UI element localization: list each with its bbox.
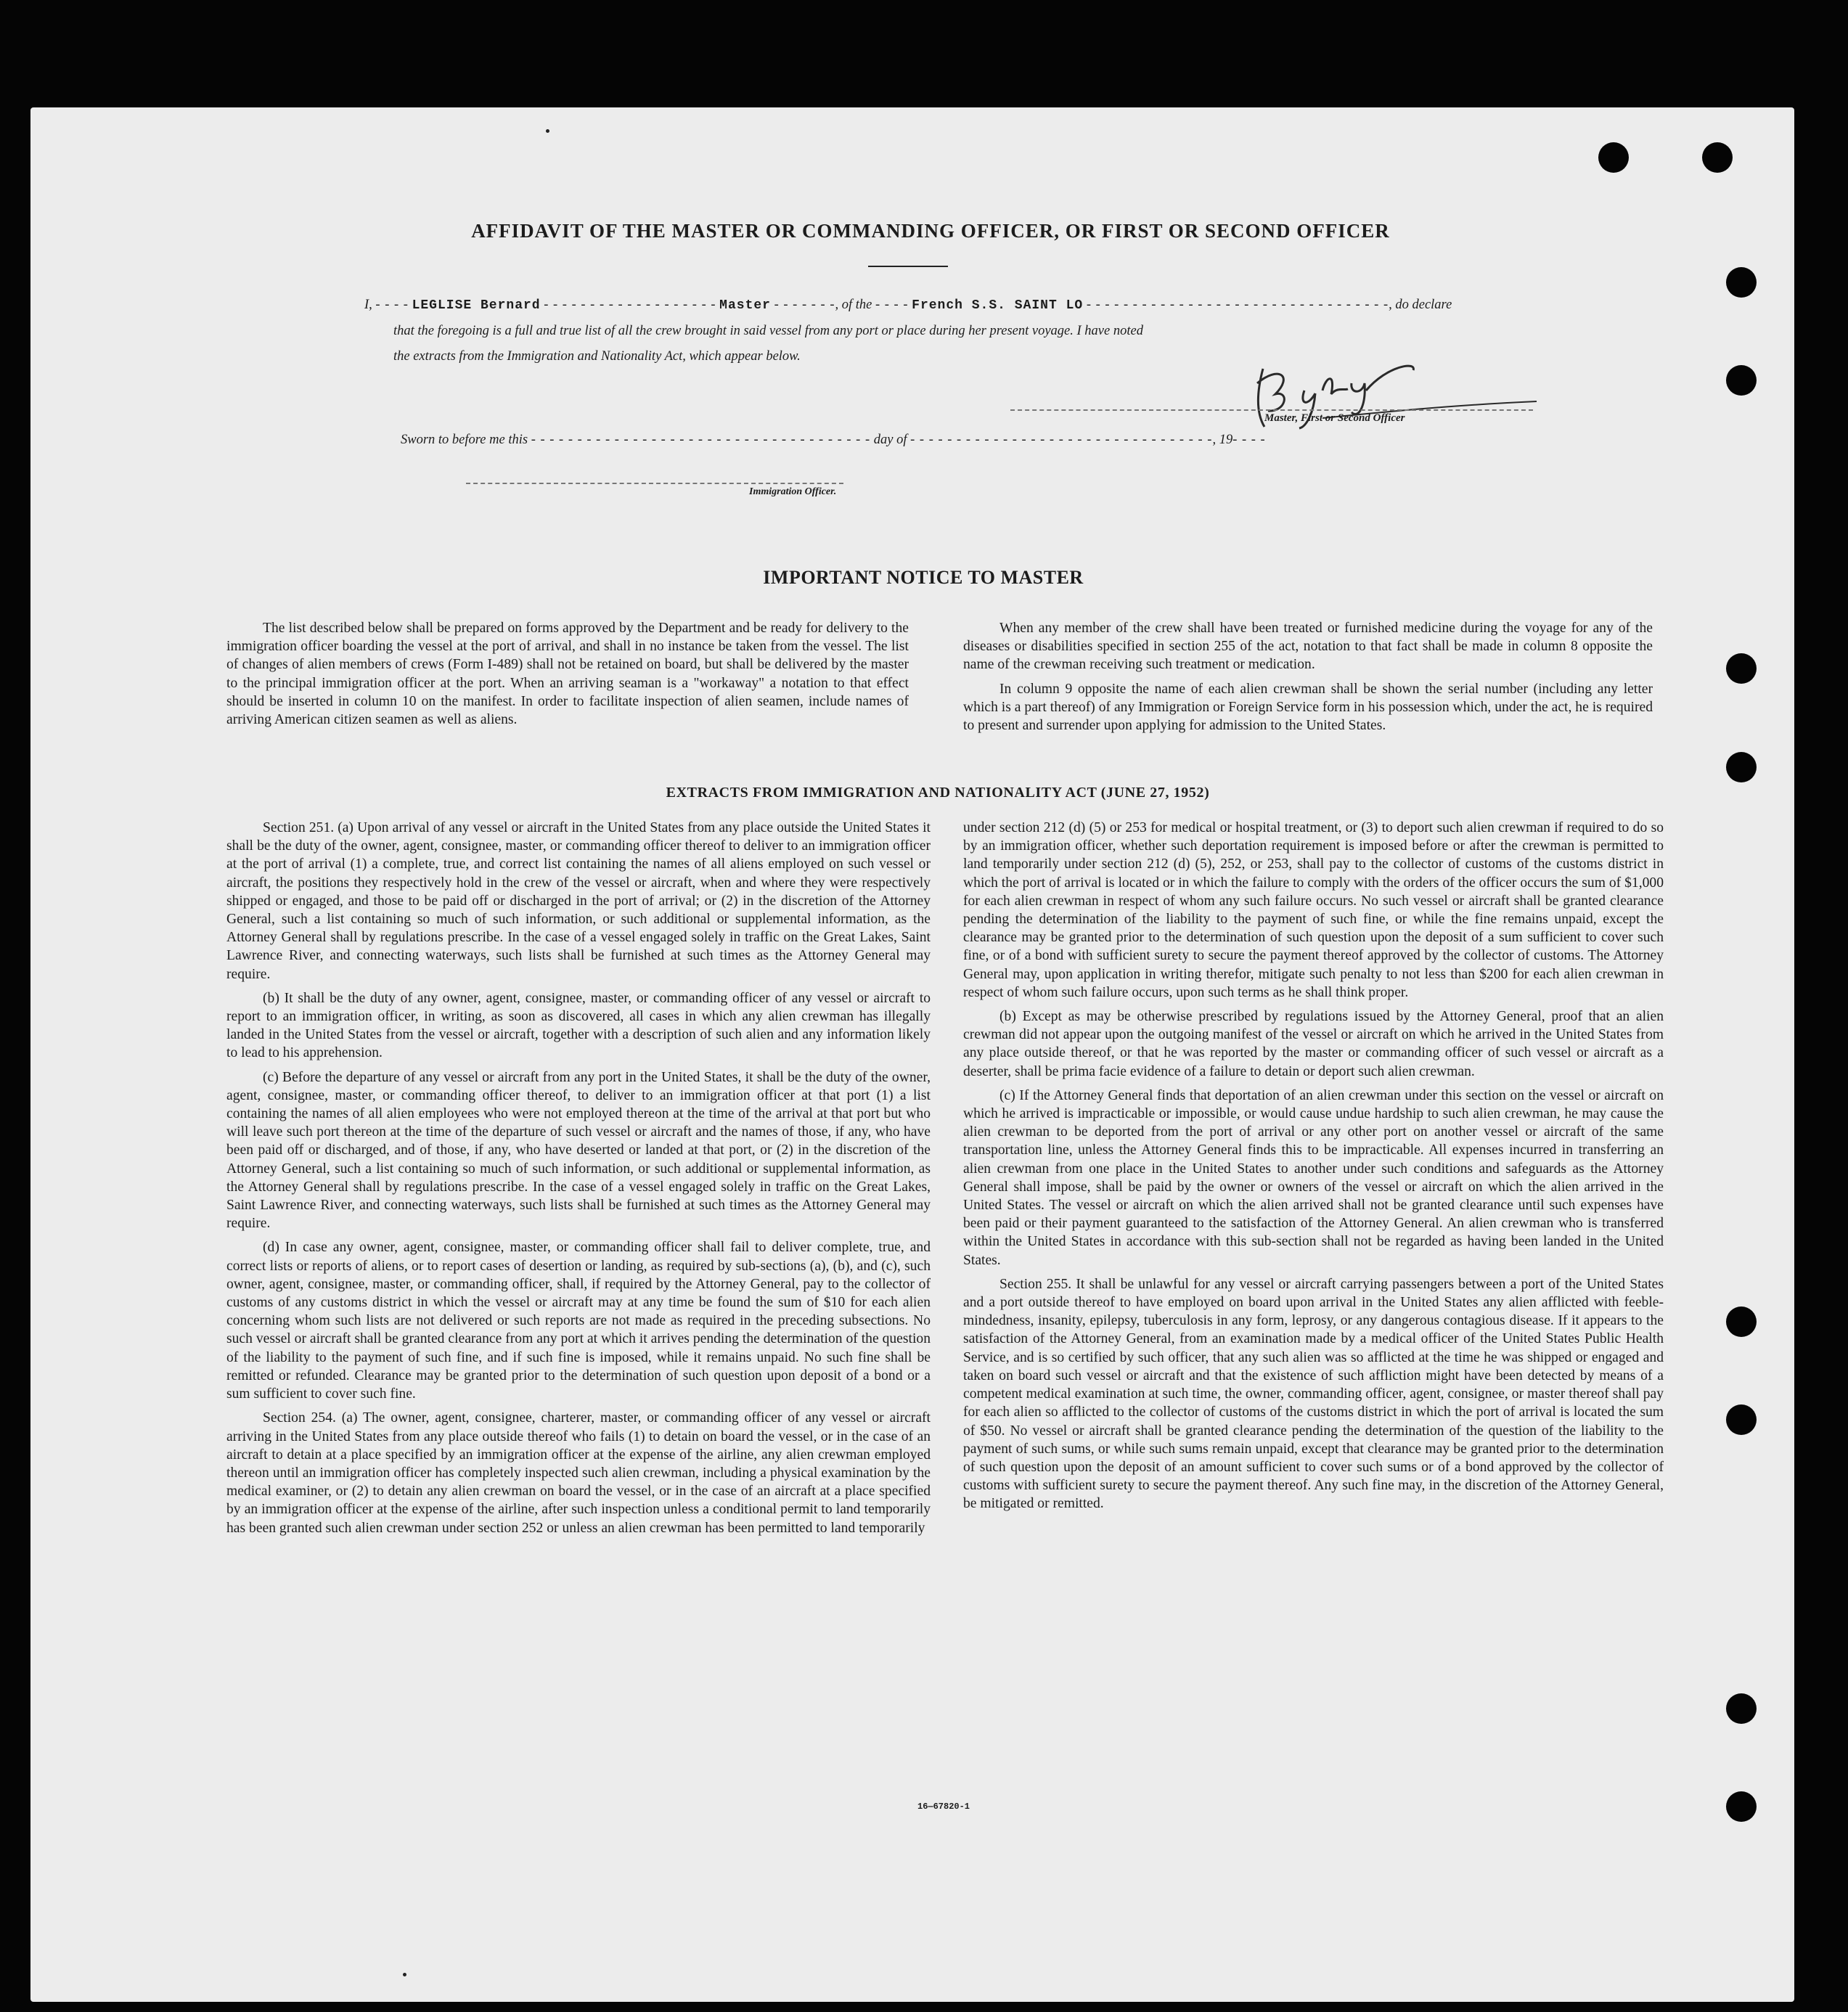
section-255: Section 255. It shall be unlawful for any vessel or aircraft carrying passengers between a port of the United States and a port outside thereof to have employed on board upon arrival in the United States any alien afflicted with feeble-mindedness, insanity, epilepsy, tuberculosis in any form, leprosy, or any dangerous contagious disease. If it appears to the satisfaction of the Attorney General, from an examination made by a medical officer of the United States Public Health Service, and is so certified by such officer, that any such alien was so afflicted at the time he was shipped or engaged and taken on board such vessel or aircraft and that the existence of such affliction might have been detected by means of a competent medical examination at such time, the owner, commanding officer, agent, consignee, or master thereof shall pay for each alien so afflicted to the collector of customs of the customs district in which the port of arrival is located the sum of $50. No vessel or aircraft shall be granted clearance pending the determination of the question of the liability to the payment of such sums, or while such sums remain unpaid, except that clearance may be granted prior to the determination of such question upon the deposit of an amount sufficient to cover such sums or of a bond approved by the collector of customs with sufficient surety to secure the payment thereof. Any such fine may, in the discretion of the Attorney General, be mitigated or remitted. <box>963 1276 1664 1512</box>
notice-paragraph: When any member of the crew shall have been treated or furnished medicine during the voyage for any of the diseases or disabilities specified in section 255 of the act, notation to that fact shall be made in column 8 opposite the name of the crewman receiving such treatment or medication. <box>963 621 1653 673</box>
vessel-name-field[interactable]: French S.S. SAINT LO <box>912 298 1084 313</box>
section-254a: Section 254. (a) The owner, agent, consignee, charterer, master, or commanding officer of any vessel or aircraft arriving in the United States from any place outside thereof who fails (1) to detain on board the vessel, or in the case of an aircraft to detain at a place specified by an immigration officer at the expense of the airline, any alien crewman employed thereon until an immigration officer has completely inspected such alien crewman, including a physical examination by the medical examiner, or (2) to detain any alien crewman on board the vessel, or in the case of an aircraft at a place specified by an immigration officer at the expense of the airline, after such inspection unless a conditional permit to land temporarily has been granted such alien crewman under section 252 or unless an alien crewman has been permitted to land temporarily <box>226 1410 931 1536</box>
immigration-officer-caption: Immigration Officer. <box>749 486 837 497</box>
punch-hole <box>1726 267 1757 298</box>
form-code: 16—67820-1 <box>917 1802 970 1812</box>
extracts-left-column <box>226 819 931 1537</box>
punch-hole <box>1702 142 1733 173</box>
officer-rank-field[interactable]: Master <box>719 298 771 313</box>
do-declare-label: , do declare <box>1389 298 1452 312</box>
declaration-line-1: I, - - - - LEGLISE Bernard - - - - - - - - - - - - - - - - - - - Master - - - - - - -, of the - - - - French S.S. SAINT LO - - - - - - - - - - - - - - - - - - - - - - - - - - - - - - - - -, do declare <box>364 298 1452 313</box>
declaration-line-2: that the foregoing is a full and true list of all the crew brought in said vessel from any port or place during her present voyage. I have noted <box>393 324 1143 338</box>
punch-hole <box>1726 752 1757 782</box>
notice-left-column <box>226 619 909 729</box>
punch-hole <box>1726 1693 1757 1724</box>
document-page <box>30 107 1794 2002</box>
title-rule <box>868 266 948 267</box>
section-254b: (b) Except as may be otherwise prescribed by regulations issued by the Attorney General, proof that an alien crewman did not appear upon the outgoing manifest of the vessel or aircraft on which he arrived in the United States from any place outside thereof, or that he was reported by the master or commanding officer of such vessel or aircraft as a deserter, shall be prima facie evidence of a failure to detain or deport such alien crewman. <box>963 1009 1664 1079</box>
speck <box>546 129 549 133</box>
sworn-year-label: , 19 <box>1212 433 1233 447</box>
immigration-officer-line[interactable] <box>466 483 843 484</box>
signature-caption: Master, First or Second Officer <box>1264 412 1405 424</box>
section-251c: (c) Before the departure of any vessel or aircraft from any port in the United States, it shall be the duty of the owner, agent, consignee, master, or commanding officer thereof, to deliver to an immigration officer at that port (1) a list containing the names of all alien employees who were not employed thereon at the time of the arrival at that port but who will leave such port thereon at the time of the departure of such vessel or aircraft and the names of those, if any, who have been paid off or discharged, and of those, if any, who have deserted or landed at that port, or (2) in the discretion of the Attorney General, such a list containing so much of such information, or such additional or supplemental information, as the Attorney General shall by regulations prescribe. In the case of a vessel engaged solely in traffic on the Great Lakes, Saint Lawrence River, and connecting waterways, such lists shall be furnished at such times as the Attorney General may require. <box>226 1069 931 1232</box>
section-254a-continued: under section 212 (d) (5) or 253 for medical or hospital treatment, or (3) to deport such alien crewman if required to do so by an immigration officer, whether such deportation requirement is imposed before or after the crewman is permitted to land temporarily under section 212 (d) (5), 252, or 253, shall pay to the collector of customs of the customs district in which the port of arrival is located or in which the failure to comply with the orders of the officer occurs the sum of $1,000 for each alien crewman in respect of whom any such failure occurs. No such vessel or aircraft shall be granted clearance pending the determination of the liability to the payment of such fine, or while the fine remains unpaid, except the clearance may be granted prior to the determination of such question upon the deposit of a sum sufficient to cover such fine, or of a bond with sufficient surety to secure the payment thereof approved by the collector of customs. The Attorney General may, upon application in writing therefor, mitigate such penalty to not less than $200 for each alien crewman in respect of whom such failure occurs, upon such terms as he shall think proper. <box>963 820 1664 1000</box>
punch-hole <box>1726 1791 1757 1822</box>
notice-right-column <box>963 619 1653 735</box>
sworn-day-label: day of <box>873 433 907 447</box>
affidavit-title: AFFIDAVIT OF THE MASTER OR COMMANDING OFFICER, OR FIRST OR SECOND OFFICER <box>471 220 1390 242</box>
notice-paragraph: The list described below shall be prepared on forms approved by the Department and be ready for delivery to the immigration officer boarding the vessel at the port of arrival, and shall in no instance be taken from the vessel. The list of changes of alien members of crews (Form I-489) shall not be retained on board, but shall be delivered by the master to the principal immigration officer at the port. When an arriving seaman is a "workaway" a notation to that effect should be inserted in column 10 on the manifest. In order to facilitate inspection of alien seamen, include names of arriving American citizen seamen as well as aliens. <box>226 621 909 728</box>
declaration-line-3: the extracts from the Immigration and Nationality Act, which appear below. <box>393 349 801 364</box>
section-254c: (c) If the Attorney General finds that deportation of an alien crewman under this section on the vessel or aircraft on which he arrived is impracticable or impossible, or would cause undue hardship to such alien crewman, he may cause the alien crewman to be deported from the port of arrival or any other port on another vessel or aircraft of the same transportation line, unless the Attorney General finds this to be impracticable. All expenses incurred in transferring an alien crewman from one place in the United States to another under such conditions and safeguards as the Attorney General shall impose, shall be paid by the owner or owners of the vessel or aircraft on which the alien arrived in the United States. The vessel or aircraft on which the alien arrived shall not be granted clearance until such expenses have been paid or their payment guaranteed to the satisfaction of the Attorney General. An alien crewman who is transferred within the United States in accordance with this sub-section shall not be regarded as having been landed in the United States. <box>963 1087 1664 1268</box>
punch-hole <box>1726 1306 1757 1337</box>
section-251a: Section 251. (a) Upon arrival of any vessel or aircraft in the United States from any place outside the United States it shall be the duty of the owner, agent, consignee, master, or commanding officer thereof to deliver to an immigration officer at the port of arrival (1) a complete, true, and correct list containing the names of all aliens employed on such vessel or aircraft, the positions they respectively hold in the crew of the vessel or aircraft, when and where they were respectively shipped or engaged, and those to be paid off or discharged in the port of arrival; or (2) in the discretion of the Attorney General, such a list containing so much of such information, or such additional or supplemental information, as the Attorney General shall by regulations prescribe. In the case of a vessel engaged solely in traffic on the Great Lakes, Saint Lawrence River, and connecting waterways, such lists shall be furnished at such times as the Attorney General may require. <box>226 820 931 982</box>
section-251d: (d) In case any owner, agent, consignee, master, or commanding officer shall fail to deliver complete, true, and correct lists or reports of aliens, or to report cases of desertion or landing, as required by sub-sections (a), (b), and (c), such owner, agent, consignee, master, or commanding officer, shall, if required by the Attorney General, pay to the collector of customs of any customs district in which the vessel or aircraft may at any time be found the sum of $10 for each alien concerning whom such lists are not delivered or such reports are not made as required in the preceding subsections. No such vessel or aircraft shall be granted clearance from any port at which it arrives pending the determination of the question of the liability to the payment of such fine, and if such fine is imposed, while it remains unpaid. No such fine shall be remitted or refunded. Clearance may be granted prior to the determination of such question upon deposit of a bond or a sum sufficient to cover such fine. <box>226 1240 931 1402</box>
officer-name-field[interactable]: LEGLISE Bernard <box>412 298 541 313</box>
punch-hole <box>1726 365 1757 396</box>
sworn-line: Sworn to before me this - - - - - - - - - - - - - - - - - - - - - - - - - - - - - - - - - - - - - day of - - - - - - - - - - - - - - - - - - - - - - - - - - - - - - - - -, 19- - - - <box>401 433 1266 447</box>
extracts-right-column <box>963 819 1664 1513</box>
notice-heading: IMPORTANT NOTICE TO MASTER <box>763 567 1084 588</box>
extracts-heading: EXTRACTS FROM IMMIGRATION AND NATIONALITY ACT (JUNE 27, 1952) <box>666 785 1210 801</box>
of-the-label: , of the <box>835 298 872 312</box>
punch-hole <box>1598 142 1629 173</box>
notice-paragraph: In column 9 opposite the name of each alien crewman shall be shown the serial number (including any letter which is a part thereof) of any Immigration or Foreign Service form in his possession which, under the act, he is required to present and surrender upon applying for admission to the United States. <box>963 681 1653 734</box>
speck <box>403 1973 406 1976</box>
punch-hole <box>1726 1404 1757 1435</box>
sworn-date-field[interactable]: - - - - - - - - - - - - - - - - - - - - - - - - - - - - - - - - - - - - - <box>531 433 871 447</box>
signature-line <box>1010 409 1533 411</box>
sworn-prefix: Sworn to before me this <box>401 433 528 447</box>
declaration-prefix: I, <box>364 298 372 312</box>
punch-hole <box>1726 653 1757 684</box>
sworn-month-field[interactable]: - - - - - - - - - - - - - - - - - - - - - - - - - - - - - - - - - <box>910 433 1213 447</box>
section-251b: (b) It shall be the duty of any owner, agent, consignee, master, or commanding officer of any vessel or aircraft to report to an immigration officer, in writing, as soon as discovered, all cases in which any alien crewman has illegally landed in the United States from the vessel or aircraft, together with a description of such alien and any information likely to lead to his apprehension. <box>226 990 931 1061</box>
